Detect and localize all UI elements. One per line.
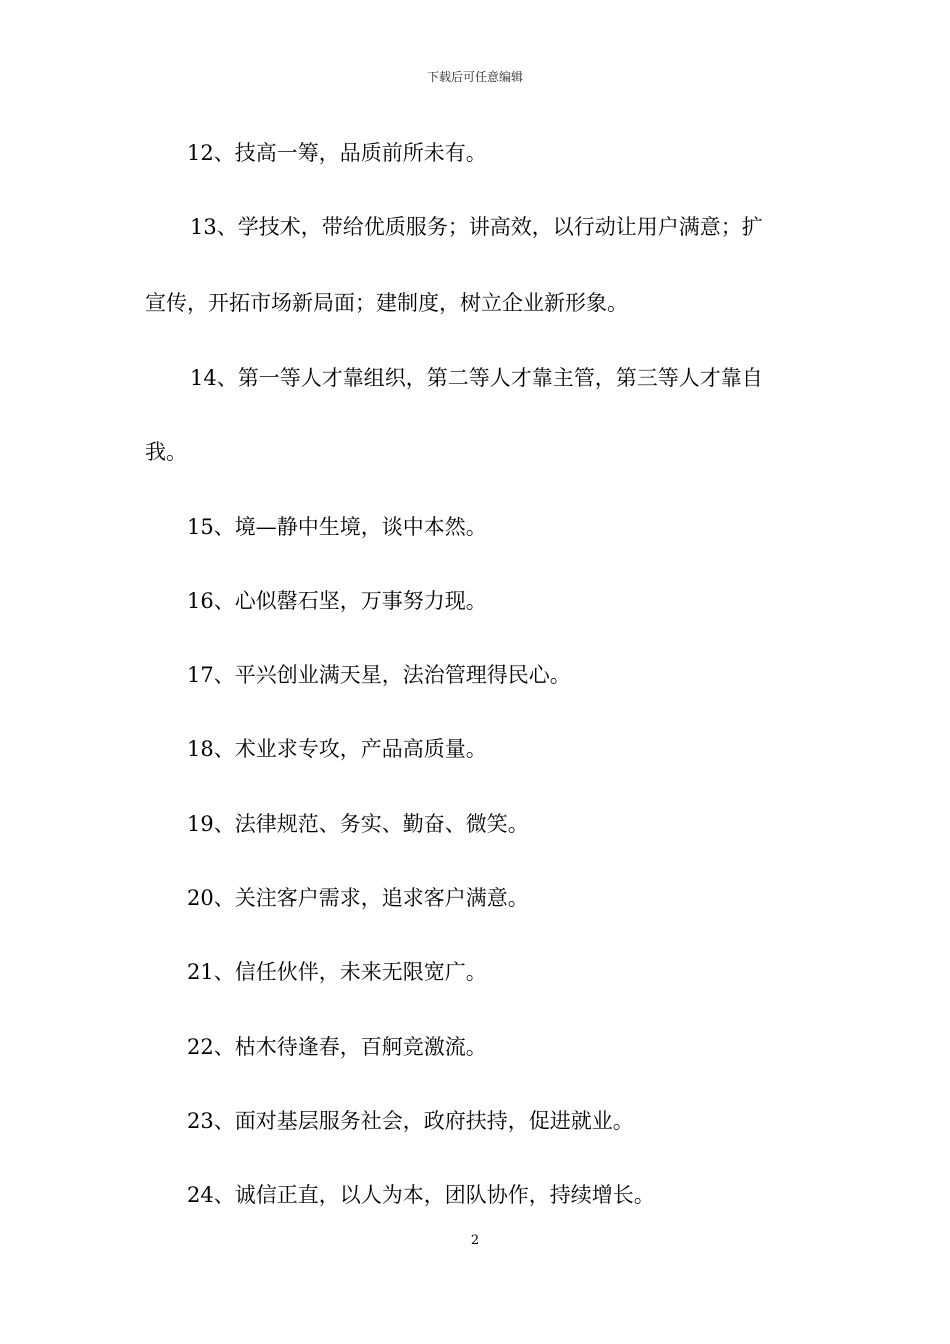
slogan-23: 23、面对基层服务社会，政府扶持，促进就业。 (187, 1109, 634, 1133)
slogan-14-line-1: 14、第一等人才靠组织，第二等人才靠主管，第三等人才靠自 (190, 366, 763, 390)
slogan-21: 21、信任伙伴，未来无限宽广。 (187, 960, 487, 984)
slogan-16: 16、心似罄石坚，万事努力现。 (187, 589, 487, 613)
slogan-24: 24、诚信正直，以人为本，团队协作，持续增长。 (187, 1183, 655, 1207)
slogan-22: 22、枯木待逢春，百舸竞激流。 (187, 1035, 487, 1059)
slogan-17: 17、平兴创业满天星，法治管理得民心。 (187, 663, 571, 687)
slogan-12: 12、技高一筹，品质前所未有。 (187, 141, 487, 165)
slogan-15: 15、境—静中生境，谈中本然。 (187, 515, 487, 539)
page-number: 2 (470, 1233, 480, 1248)
page-header: 下载后可任意编辑 (426, 70, 523, 84)
slogan-19: 19、法律规范、务实、勤奋、微笑。 (187, 812, 529, 836)
slogan-20: 20、关注客户需求，追求客户满意。 (187, 886, 529, 910)
slogan-14-line-2: 我。 (145, 440, 187, 464)
slogan-13-line-1: 13、学技术，带给优质服务；讲高效，以行动让用户满意；扩 (190, 215, 763, 239)
slogan-18: 18、术业求专攻，产品高质量。 (187, 737, 487, 761)
slogan-13-line-2: 宣传，开拓市场新局面；建制度，树立企业新形象。 (145, 291, 628, 315)
